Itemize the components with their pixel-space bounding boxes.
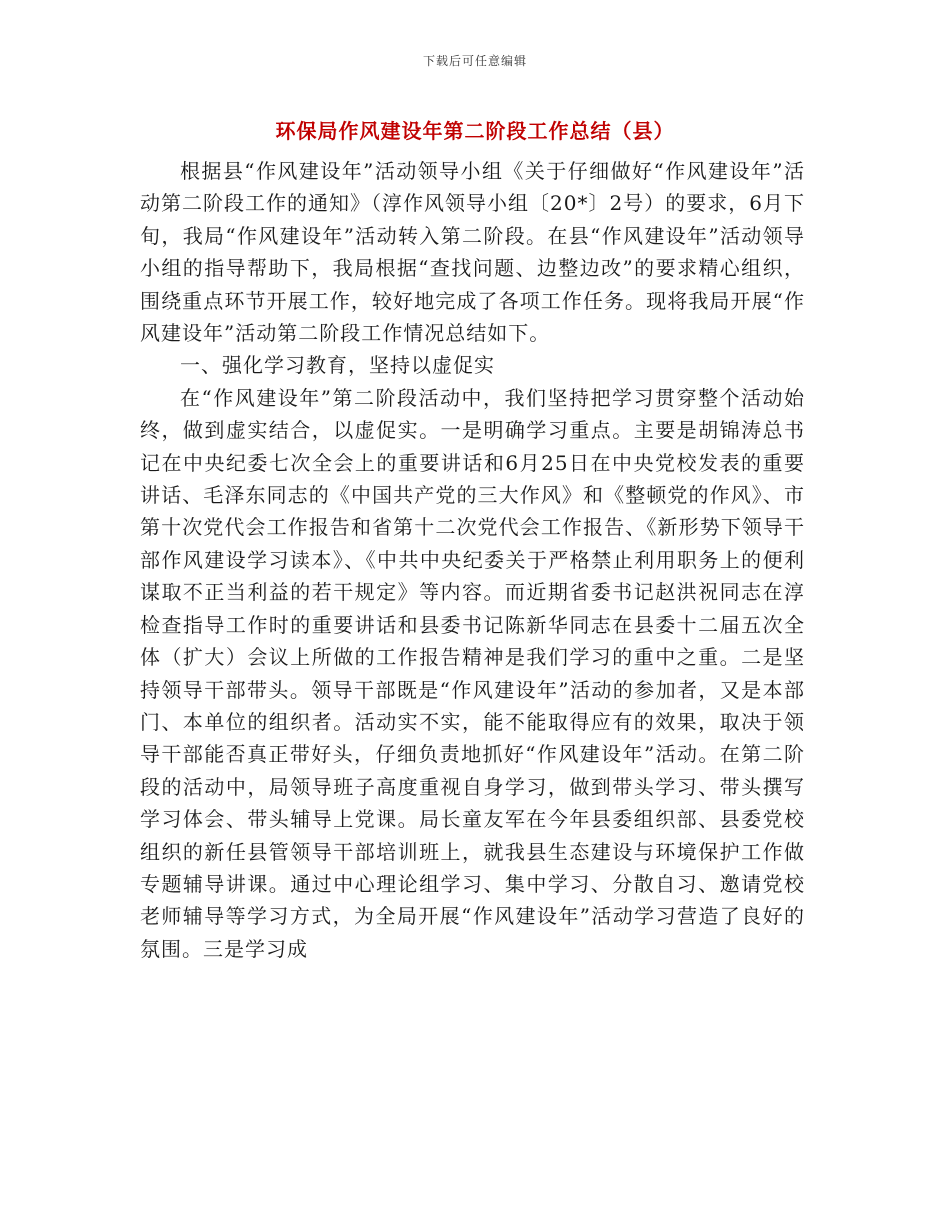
document-body: [140, 155, 805, 965]
paragraph-intro: 根据县“作风建设年”活动领导小组《关于仔细做好“作风建设年”活动第二阶段工作的通知》（淳作风领导小组〔20*〕2号）的要求，6月下旬，我局“作风建设年”活动转入第二阶段。在县“作风建设年”活动领导小组的指导帮助下，我局根据“查找问题、边整边改”的要求精心组织，围绕重点环节开展工作，较好地完成了各项工作任务。现将我局开展“作风建设年”活动第二阶段工作情况总结如下。: [140, 159, 805, 346]
paragraph-section-1: 在“作风建设年”第二阶段活动中，我们坚持把学习贯穿整个活动始终，做到虚实结合，以虚促实。一是明确学习重点。主要是胡锦涛总书记在中央纪委七次全会上的重要讲话和6月25日在中央党校发表的重要讲话、毛泽东同志的《中国共产党的三大作风》和《整顿党的作风》、市第十次党代会工作报告和省第十二次党代会工作报告、《新形势下领导干部作风建设学习读本》、《中共中央纪委关于严格禁止利用职务上的便利谋取不正当利益的若干规定》等内容。而近期省委书记赵洪祝同志在淳检查指导工作时的重要讲话和县委书记陈新华同志在县委十二届五次全体（扩大）会议上所做的工作报告精神是我们学习的重中之重。二是坚持领导干部带头。领导干部既是“作风建设年”活动的参加者，又是本部门、本单位的组织者。活动实不实，能不能取得应有的效果，取决于领导干部能否真正带好头，仔细负责地抓好“作风建设年”活动。在第二阶段的活动中，局领导班子高度重视自身学习，做到带头学习、带头撰写学习体会、带头辅导上党课。局长童友军在今年县委组织部、县委党校组织的新任县管领导干部培训班上，就我县生态建设与环境保护工作做专题辅导讲课。通过中心理论组学习、集中学习、分散自习、邀请党校老师辅导等学习方式，为全局开展“作风建设年”活动学习营造了良好的氛围。三是学习成: [140, 385, 805, 961]
document-title: 环保局作风建设年第二阶段工作总结（县）: [275, 119, 675, 143]
section-heading-1: 一、强化学习教育，坚持以虚促实: [180, 353, 495, 378]
header-note: 下载后可任意编辑: [422, 54, 527, 68]
